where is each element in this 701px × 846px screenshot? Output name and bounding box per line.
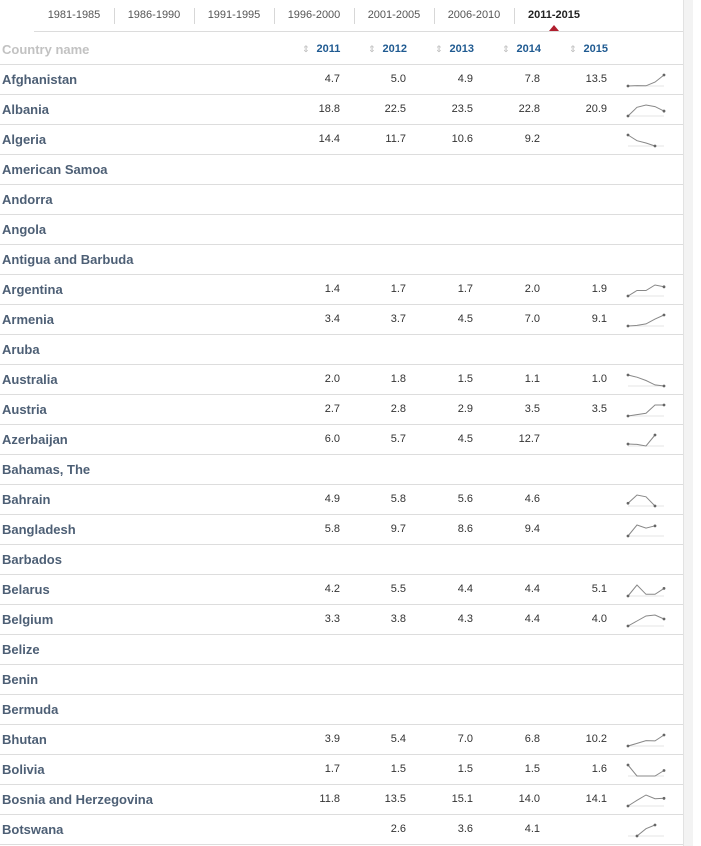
value-cell: 23.5	[451, 103, 473, 115]
country-link[interactable]: Argentina	[2, 282, 63, 297]
sparkline-path	[628, 525, 655, 536]
country-link[interactable]: Armenia	[2, 312, 55, 327]
sparkline-path	[628, 615, 664, 626]
table-row	[0, 275, 683, 305]
sparkline-path	[628, 435, 655, 446]
value-cell: 4.2	[324, 583, 340, 595]
table-row	[0, 635, 683, 665]
sparkline-path	[628, 315, 664, 326]
sparkline-endpoint	[627, 764, 630, 767]
sparkline-endpoint	[663, 110, 666, 113]
country-link[interactable]: Bhutan	[2, 732, 47, 747]
value-cell: 1.4	[324, 283, 340, 295]
value-cell: 18.8	[318, 103, 340, 115]
value-cell: 4.5	[457, 433, 473, 445]
sparkline-endpoint	[663, 797, 666, 800]
period-tabs	[34, 0, 683, 32]
sparkline-endpoint	[627, 443, 630, 446]
value-cell: 8.6	[457, 523, 473, 535]
value-cell: 3.4	[324, 313, 340, 325]
table-row	[0, 125, 683, 155]
country-link[interactable]: Benin	[2, 672, 39, 687]
value-cell: 7.0	[524, 313, 540, 325]
sparkline-endpoint	[627, 295, 630, 298]
sparkline-path	[628, 735, 664, 746]
sparkline-path	[628, 795, 664, 806]
value-cell: 4.4	[524, 583, 540, 595]
value-cell: 1.7	[390, 283, 406, 295]
data-table	[0, 35, 683, 845]
sparkline-endpoint	[627, 502, 630, 505]
sort-icon: ⇕	[569, 44, 577, 54]
table-row	[0, 425, 683, 455]
value-cell: 6.0	[324, 433, 340, 445]
period-tab[interactable]: 2006-2010	[447, 9, 501, 21]
tab-divider	[434, 8, 435, 24]
country-link[interactable]: Albania	[2, 102, 49, 117]
year-header-2012[interactable]	[368, 35, 407, 64]
value-cell: 5.1	[591, 583, 607, 595]
sparkline-endpoint	[627, 115, 630, 118]
sparkline-path	[628, 765, 664, 776]
value-cell: 1.8	[390, 373, 406, 385]
value-cell: 3.6	[457, 823, 473, 835]
sparkline-endpoint	[663, 285, 666, 288]
value-cell: 5.8	[390, 493, 406, 505]
country-link[interactable]: Antigua and Barbuda	[2, 252, 134, 267]
year-header-label: 2012	[382, 43, 408, 55]
table-row	[0, 485, 683, 515]
table-row	[0, 785, 683, 815]
value-cell: 5.4	[390, 733, 406, 745]
value-cell: 4.3	[457, 613, 473, 625]
country-link[interactable]: Austria	[2, 402, 47, 417]
value-cell: 22.8	[518, 103, 540, 115]
value-cell: 20.9	[585, 103, 607, 115]
country-link[interactable]: Barbados	[2, 552, 62, 567]
sparkline-endpoint	[627, 625, 630, 628]
sparkline	[626, 309, 666, 329]
value-cell: 1.7	[457, 283, 473, 295]
table-row	[0, 605, 683, 635]
period-tab[interactable]: 2001-2005	[367, 9, 421, 21]
country-link[interactable]: Aruba	[2, 342, 40, 357]
value-cell: 4.4	[524, 613, 540, 625]
value-cell: 11.7	[385, 133, 406, 145]
year-header-label: 2015	[583, 43, 609, 55]
value-cell: 1.1	[524, 373, 540, 385]
value-cell: 4.7	[324, 73, 340, 85]
value-cell: 3.5	[524, 403, 540, 415]
sparkline-endpoint	[654, 824, 657, 827]
sparkline-endpoint	[654, 145, 657, 148]
sparkline-endpoint	[654, 434, 657, 437]
sparkline-path	[628, 75, 664, 86]
sparkline	[626, 609, 666, 629]
value-cell: 6.8	[524, 733, 540, 745]
value-cell: 13.5	[384, 793, 406, 805]
value-cell: 14.4	[318, 133, 340, 145]
value-cell: 3.5	[591, 403, 607, 415]
table-row	[0, 815, 683, 845]
scrollbar[interactable]	[683, 0, 693, 846]
value-cell: 4.9	[457, 73, 473, 85]
country-link[interactable]: Belarus	[2, 582, 50, 597]
value-cell: 3.8	[390, 613, 406, 625]
sparkline-endpoint	[663, 618, 666, 621]
sparkline-endpoint	[663, 74, 666, 77]
value-cell: 3.3	[324, 613, 340, 625]
table-row	[0, 335, 683, 365]
value-cell: 4.9	[324, 493, 340, 505]
table-row	[0, 575, 683, 605]
value-cell: 1.6	[591, 763, 607, 775]
sparkline-endpoint	[627, 745, 630, 748]
sparkline-endpoint	[627, 595, 630, 598]
table-row	[0, 395, 683, 425]
year-header-2015[interactable]	[569, 35, 608, 64]
country-link[interactable]: Afghanistan	[2, 72, 78, 87]
value-cell: 1.5	[390, 763, 406, 775]
table-row	[0, 155, 683, 185]
value-cell: 4.1	[524, 823, 540, 835]
country-link[interactable]: Azerbaijan	[2, 432, 68, 447]
table-header	[0, 35, 683, 65]
sparkline	[626, 759, 666, 779]
year-header-label: 2011	[316, 43, 341, 55]
value-cell: 5.0	[390, 73, 406, 85]
year-header-2013[interactable]	[435, 35, 474, 64]
country-link[interactable]: Bahamas, The	[2, 462, 91, 477]
tab-divider	[194, 8, 195, 24]
sort-icon: ⇕	[502, 44, 510, 54]
year-header-2014[interactable]	[502, 35, 541, 64]
tab-divider	[114, 8, 115, 24]
value-cell: 1.0	[591, 373, 607, 385]
sparkline-path	[628, 105, 664, 116]
value-cell: 11.8	[319, 793, 340, 805]
sparkline-endpoint	[654, 505, 657, 508]
country-link[interactable]: Algeria	[2, 132, 47, 147]
sparkline-endpoint	[663, 385, 666, 388]
sparkline	[626, 99, 666, 119]
value-cell: 5.5	[390, 583, 406, 595]
value-cell: 3.7	[390, 313, 406, 325]
value-cell: 2.0	[524, 283, 540, 295]
country-link[interactable]: Australia	[2, 372, 58, 387]
value-cell: 2.9	[457, 403, 473, 415]
sparkline-endpoint	[663, 734, 666, 737]
value-cell: 14.0	[518, 793, 540, 805]
value-cell: 10.6	[451, 133, 473, 145]
value-cell: 1.7	[324, 763, 340, 775]
table-row	[0, 185, 683, 215]
value-cell: 7.8	[524, 73, 540, 85]
value-cell: 1.5	[524, 763, 540, 775]
country-name-header[interactable]: Country name	[2, 42, 90, 57]
value-cell: 4.5	[457, 313, 473, 325]
table-row	[0, 305, 683, 335]
sparkline	[626, 789, 666, 809]
sparkline-endpoint	[627, 134, 630, 137]
value-cell: 5.7	[390, 433, 406, 445]
value-cell: 9.7	[390, 523, 406, 535]
sparkline	[626, 399, 666, 419]
country-link[interactable]: Belize	[2, 642, 40, 657]
sparkline	[626, 519, 666, 539]
table-row	[0, 65, 683, 95]
value-cell: 4.4	[457, 583, 473, 595]
sparkline	[626, 369, 666, 389]
table-row	[0, 755, 683, 785]
value-cell: 13.5	[585, 73, 607, 85]
sparkline-path	[628, 585, 664, 596]
sparkline-path	[628, 495, 655, 506]
year-header-label: 2013	[449, 43, 475, 55]
sparkline-endpoint	[663, 587, 666, 590]
table-row	[0, 725, 683, 755]
sparkline	[626, 129, 666, 149]
country-link[interactable]: Bolivia	[2, 762, 45, 777]
sparkline	[626, 819, 666, 839]
sparkline	[626, 69, 666, 89]
period-tab[interactable]: 1996-2000	[287, 9, 341, 21]
sparkline-path	[637, 825, 655, 836]
table-row	[0, 455, 683, 485]
year-header-label: 2014	[516, 43, 542, 55]
country-link[interactable]: American Samoa	[2, 162, 108, 177]
table-row	[0, 695, 683, 725]
sparkline-path	[628, 285, 664, 296]
tab-divider	[514, 8, 515, 24]
table-row	[0, 245, 683, 275]
sort-icon: ⇕	[302, 44, 310, 54]
sparkline-endpoint	[627, 415, 630, 418]
table-body	[0, 65, 683, 845]
country-link[interactable]: Andorra	[2, 192, 53, 207]
sparkline-endpoint	[627, 535, 630, 538]
value-cell: 1.9	[591, 283, 607, 295]
sparkline-endpoint	[627, 374, 630, 377]
value-cell: 5.8	[324, 523, 340, 535]
sparkline-endpoint	[627, 85, 630, 88]
country-link[interactable]: Angola	[2, 222, 47, 237]
sort-icon: ⇕	[368, 44, 376, 54]
sparkline-path	[628, 405, 664, 416]
year-header-2011[interactable]	[302, 35, 340, 64]
value-cell: 9.2	[524, 133, 540, 145]
country-link[interactable]: Belgium	[2, 612, 54, 627]
sparkline-endpoint	[627, 325, 630, 328]
value-cell: 7.0	[457, 733, 473, 745]
value-cell: 2.8	[390, 403, 406, 415]
sort-icon: ⇕	[435, 44, 443, 54]
tab-divider	[354, 8, 355, 24]
value-cell: 12.7	[518, 433, 540, 445]
country-link[interactable]: Botswana	[2, 822, 64, 837]
sparkline	[626, 489, 666, 509]
value-cell: 4.6	[524, 493, 540, 505]
sparkline-endpoint	[663, 314, 666, 317]
sparkline	[626, 729, 666, 749]
table-row	[0, 95, 683, 125]
sparkline-path	[628, 135, 655, 146]
sparkline-endpoint	[654, 524, 657, 527]
country-link[interactable]: Bermuda	[2, 702, 59, 717]
value-cell: 1.5	[457, 763, 473, 775]
sparkline-endpoint	[663, 769, 666, 772]
value-cell: 9.1	[591, 313, 607, 325]
value-cell: 2.6	[390, 823, 406, 835]
value-cell: 14.1	[585, 793, 607, 805]
value-cell: 3.9	[324, 733, 340, 745]
value-cell: 4.0	[591, 613, 607, 625]
value-cell: 2.0	[324, 373, 340, 385]
table-row	[0, 365, 683, 395]
table-row	[0, 515, 683, 545]
value-cell: 22.5	[384, 103, 406, 115]
period-tab[interactable]: 1986-1990	[127, 9, 181, 21]
period-tab[interactable]: 1991-1995	[207, 9, 261, 21]
tab-divider	[274, 8, 275, 24]
sparkline	[626, 429, 666, 449]
sparkline-endpoint	[636, 835, 639, 838]
table-row	[0, 665, 683, 695]
country-link[interactable]: Bahrain	[2, 492, 51, 507]
value-cell: 15.1	[451, 793, 473, 805]
sparkline	[626, 279, 666, 299]
value-cell: 2.7	[324, 403, 340, 415]
value-cell: 1.5	[457, 373, 473, 385]
period-tab[interactable]: 1981-1985	[47, 9, 101, 21]
period-tab[interactable]: 2011-2015	[514, 0, 594, 31]
sparkline-endpoint	[663, 404, 666, 407]
country-link[interactable]: Bosnia and Herzegovina	[2, 792, 153, 807]
value-cell: 10.2	[585, 733, 607, 745]
sparkline-endpoint	[627, 805, 630, 808]
sparkline	[626, 579, 666, 599]
table-row	[0, 545, 683, 575]
value-cell: 9.4	[524, 523, 540, 535]
sparkline-path	[628, 375, 664, 386]
value-cell: 5.6	[457, 493, 473, 505]
table-row	[0, 215, 683, 245]
country-link[interactable]: Bangladesh	[2, 522, 76, 537]
